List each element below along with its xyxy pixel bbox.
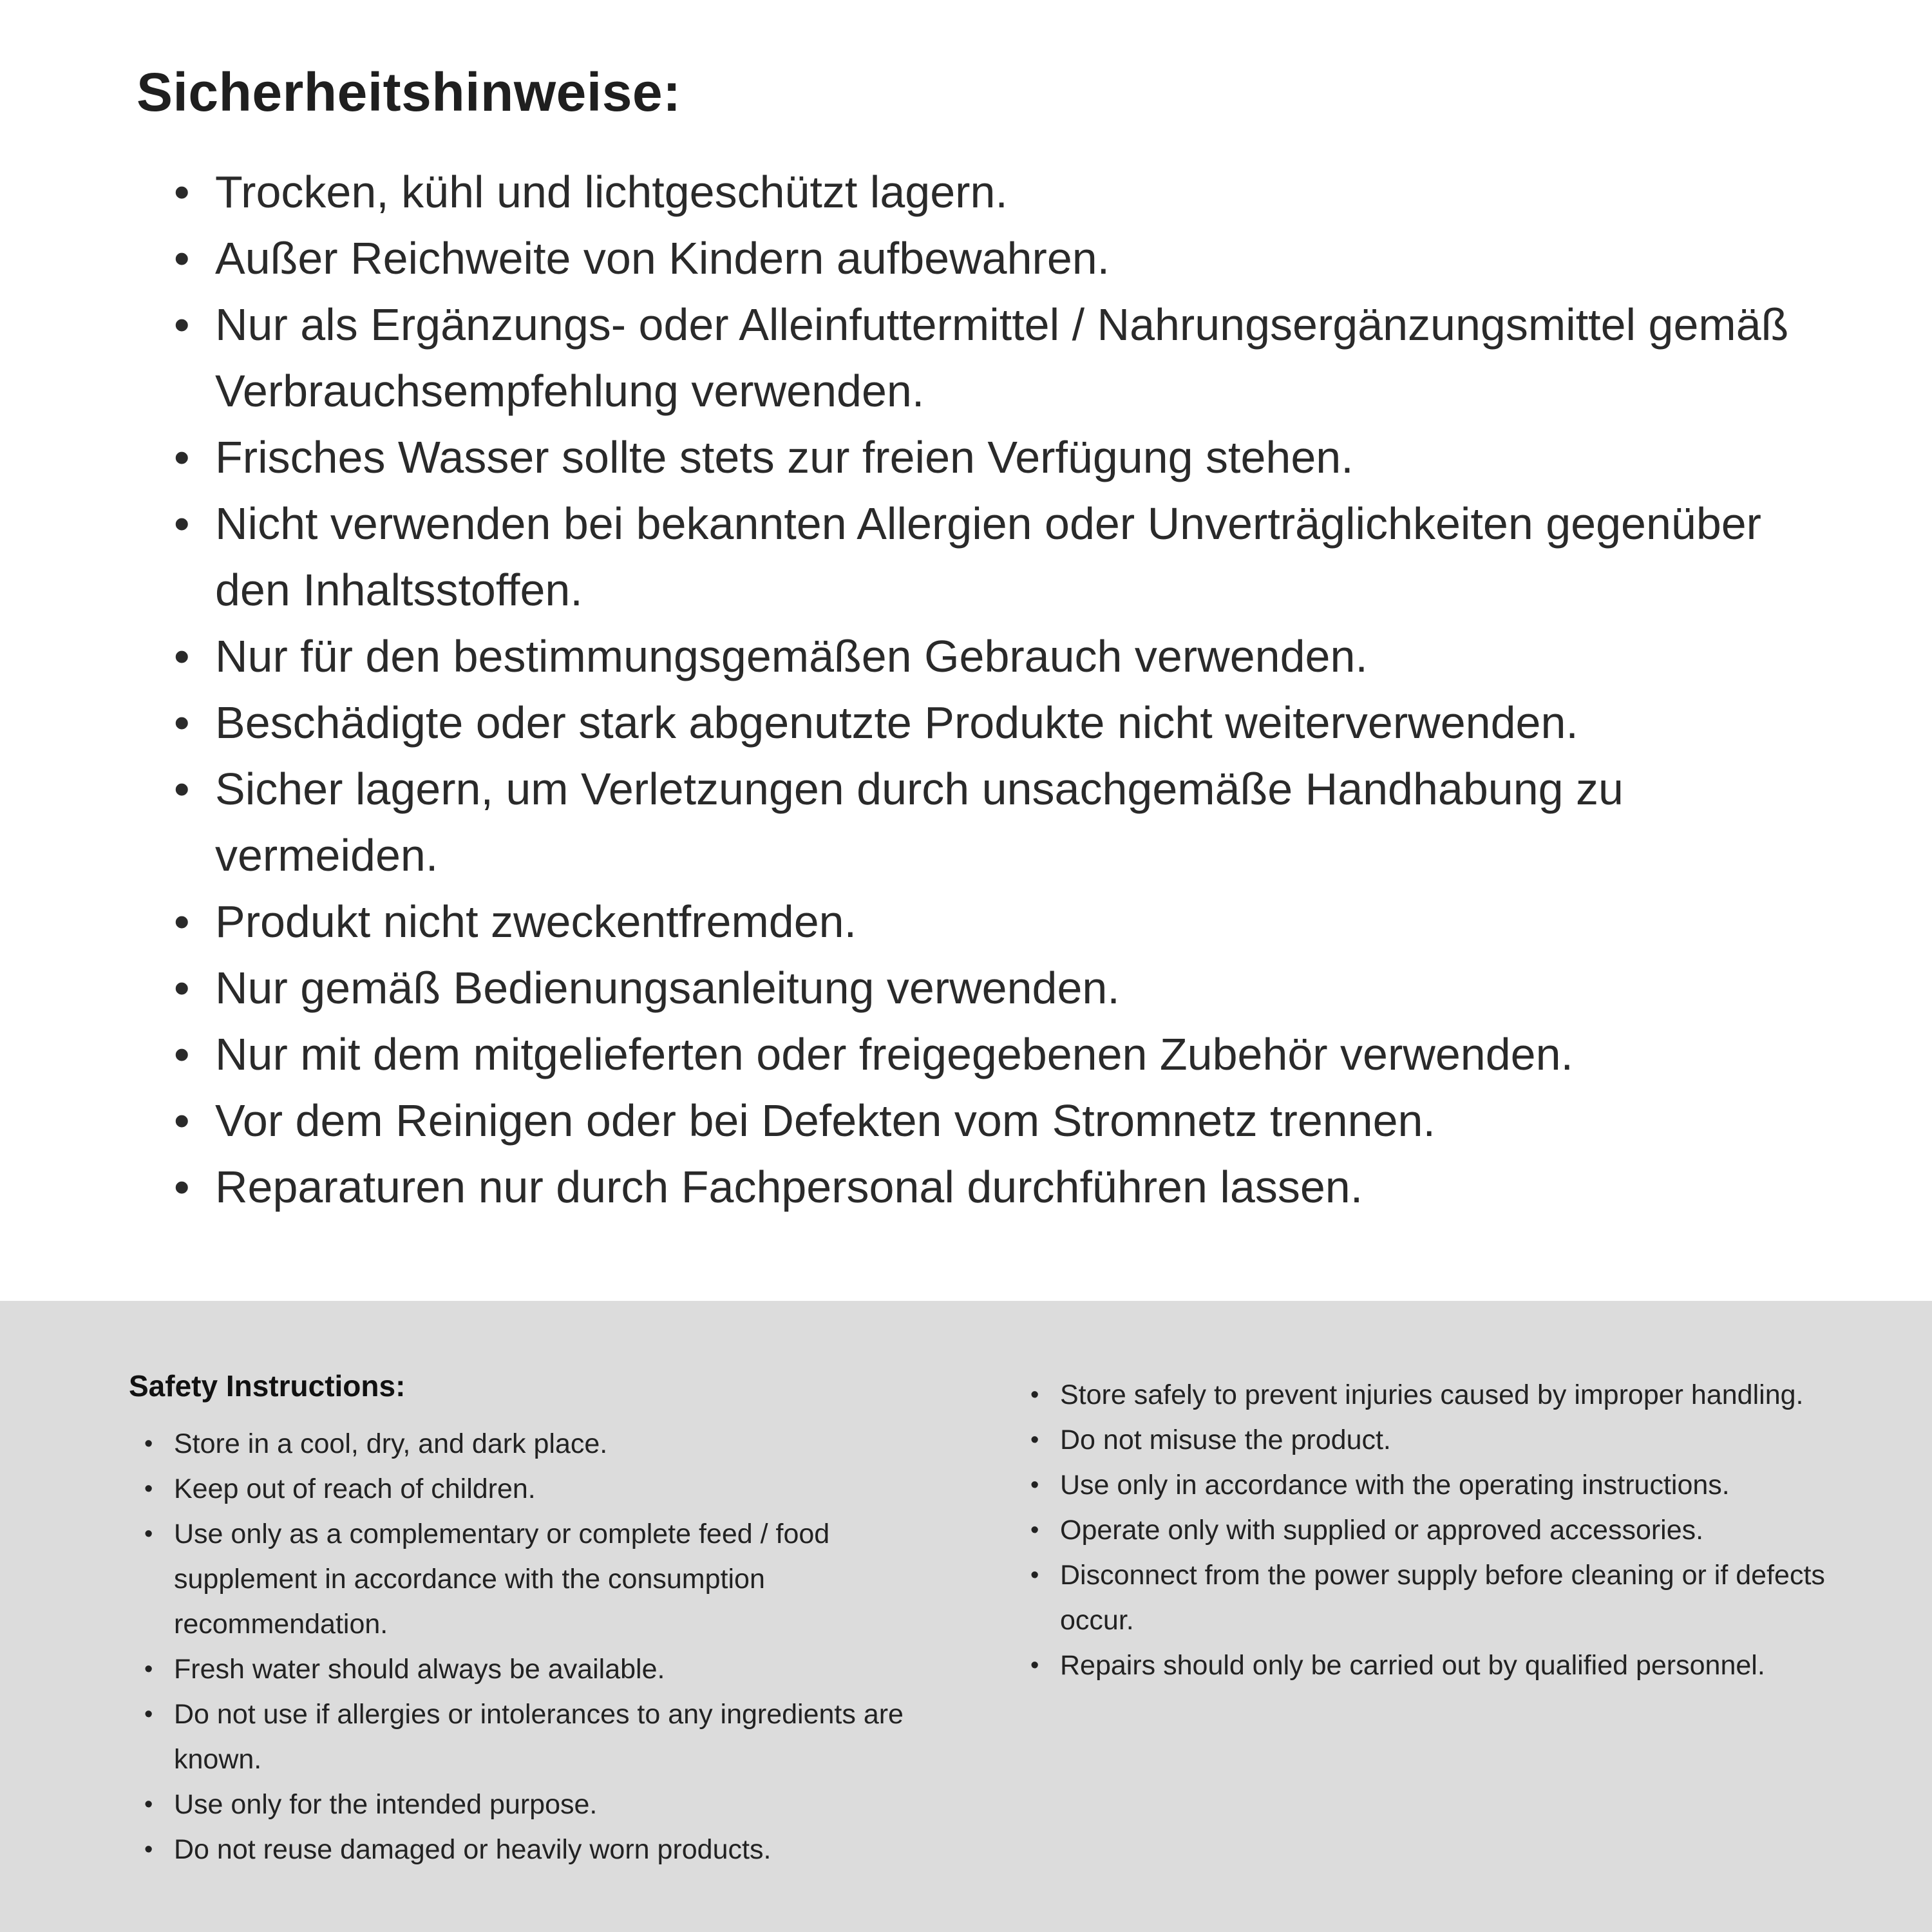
english-right-column [1030,1368,1835,1932]
list-item: • Nur gemäß Bedienungsanleitung verwenden. [174,955,1829,1021]
list-item: • Use only in accordance with the operating instructions. [1030,1463,1835,1508]
list-item: • Operate only with supplied or approved accessories. [1030,1508,1835,1553]
german-section-title: Sicherheitshinweise: [137,62,681,122]
list-item: • Außer Reichweite von Kindern aufbewahren. [174,225,1829,292]
english-bullet-list-left [129,1421,934,1872]
list-item: • Do not reuse damaged or heavily worn products. [144,1827,934,1872]
list-item: • Sicher lagern, um Verletzungen durch unsachgemäße Handhabung zu vermeiden. [174,756,1829,889]
english-bullet-list-right [1030,1372,1835,1688]
list-item: • Beschädigte oder stark abgenutzte Produkte nicht weiterverwenden. [174,690,1829,756]
list-item: • Do not misuse the product. [1030,1417,1835,1463]
list-item: • Use only for the intended purpose. [144,1782,934,1827]
list-item: • Reparaturen nur durch Fachpersonal durchführen lassen. [174,1154,1829,1220]
list-item: • Frisches Wasser sollte stets zur freien Verfügung stehen. [174,424,1829,491]
list-item: • Trocken, kühl und lichtgeschützt lagern. [174,159,1829,225]
list-item: • Nur als Ergänzungs- oder Alleinfuttermittel / Nahrungsergänzungsmittel gemäß Verbrauchsempfehlung verwenden. [174,292,1829,424]
list-item: • Produkt nicht zweckentfremden. [174,889,1829,955]
list-item: • Disconnect from the power supply before cleaning or if defects occur. [1030,1553,1835,1643]
list-item: • Nur mit dem mitgelieferten oder freigegebenen Zubehör verwenden. [174,1021,1829,1088]
list-item: • Nur für den bestimmungsgemäßen Gebrauch verwenden. [174,623,1829,690]
list-item: • Keep out of reach of children. [144,1466,934,1511]
list-item: • Fresh water should always be available. [144,1647,934,1692]
english-section-title: Safety Instructions: [129,1369,406,1403]
list-item: • Store in a cool, dry, and dark place. [144,1421,934,1466]
english-left-column [129,1368,934,1932]
german-bullet-list [137,159,1829,1220]
list-item: • Store safely to prevent injuries caused by improper handling. [1030,1372,1835,1417]
list-item: • Vor dem Reinigen oder bei Defekten vom Stromnetz trennen. [174,1088,1829,1154]
english-safety-section [0,1301,1932,1932]
list-item: • Use only as a complementary or complete feed / food supplement in accordance with the consumption recommendation. [144,1511,934,1647]
list-item: • Repairs should only be carried out by qualified personnel. [1030,1643,1835,1688]
list-item: • Do not use if allergies or intolerances to any ingredients are known. [144,1692,934,1782]
list-item: • Nicht verwenden bei bekannten Allergien oder Unverträglichkeiten gegenüber den Inhaltsstoffen. [174,491,1829,623]
